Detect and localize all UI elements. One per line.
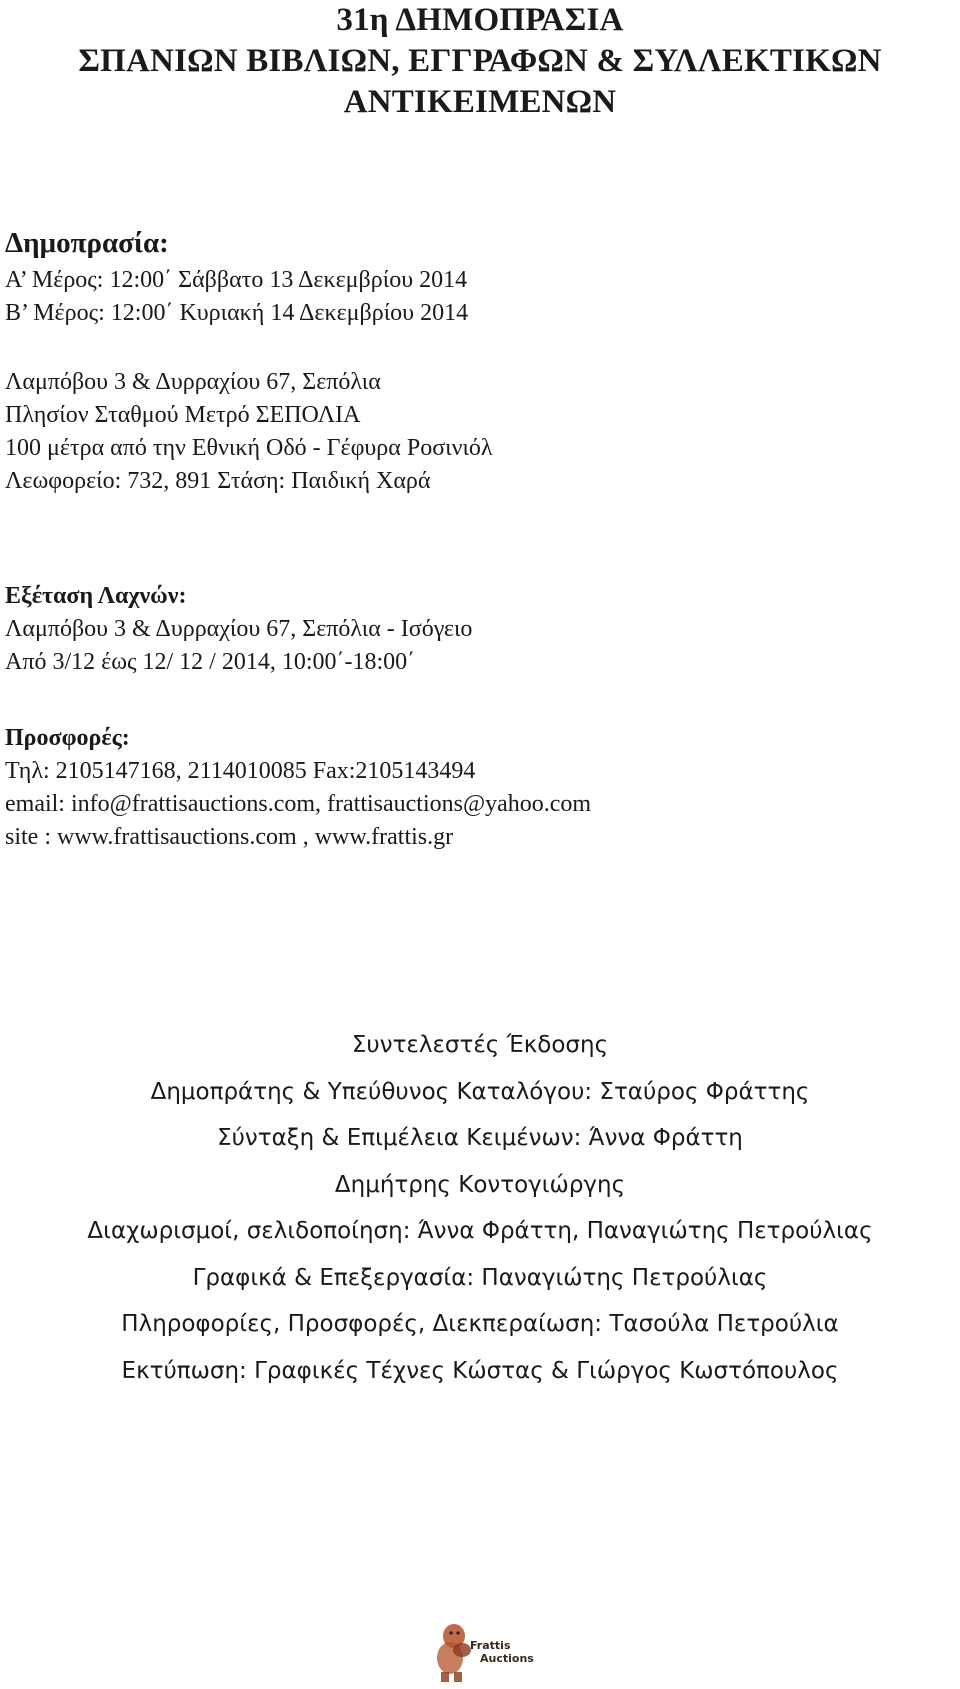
offers-phone: Τηλ: 2105147168, 2114010085 Fax:2105143494: [5, 758, 476, 784]
credits-info: Πληροφορίες, Προσφορές, Διεκπεραίωση: Τασούλα Πετρούλια: [121, 1311, 839, 1337]
location-metro: Πλησίον Σταθμού Μετρό ΣΕΠΟΛΙΑ: [5, 402, 361, 428]
title-line-3: ΑΝΤΙΚΕΙΜΕΝΩΝ: [343, 84, 617, 120]
credits-editor-2: Δημήτρης Κοντογιώργης: [334, 1171, 626, 1198]
publication-credits: [0, 1022, 960, 1394]
logo-graphic: [432, 1618, 544, 1684]
logo-text-2: Auctions: [480, 1652, 534, 1665]
inspection-heading: Εξέταση Λαχνών:: [5, 583, 187, 609]
auction-heading: Δημοπρασία:: [5, 227, 169, 259]
offers-contact: [5, 755, 591, 854]
location-landmark: 100 μέτρα από την Εθνική Οδό - Γέφυρα Ροσινιόλ: [5, 435, 493, 461]
credits-layout: Διαχωρισμοί, σελιδοποίηση: Άννα Φράττη, Παναγιώτης Πετρούλιας: [87, 1218, 873, 1244]
offers-email[interactable]: email: info@frattisauctions.com, frattisauctions@yahoo.com: [5, 791, 592, 817]
catalog-title: [0, 0, 960, 123]
credits-editing: Σύνταξη & Επιμέλεια Κειμένων: Άννα Φράττη: [217, 1125, 743, 1151]
inspection-address: Λαμπόβου 3 & Δυρραχίου 67, Σεπόλια - Ισόγειο: [5, 616, 473, 642]
credits-printing: Εκτύπωση: Γραφικές Τέχνες Κώστας & Γιώργος Κωστόπουλος: [121, 1357, 839, 1384]
title-line-1: 31η ΔΗΜΟΠΡΑΣΙΑ: [336, 2, 624, 38]
location-address: Λαμπόβου 3 & Δυρραχίου 67, Σεπόλια: [5, 369, 381, 395]
credits-auctioneer: Δημοπράτης & Υπεύθυνος Καταλόγου: Σταύρος Φράττης: [150, 1078, 810, 1105]
inspection-info: [5, 613, 472, 679]
offers-site[interactable]: site : www.frattisauctions.com , www.frattis.gr: [5, 824, 454, 850]
auction-part-b: Β’ Μέρος: 12:00΄ Κυριακή 14 Δεκεμβρίου 2014: [5, 300, 469, 326]
logo-text-1: Frattis: [470, 1639, 511, 1652]
title-line-2: ΣΠΑΝΙΩΝ ΒΙΒΛΙΩΝ, ΕΓΓΡΑΦΩΝ & ΣΥΛΛΕΚΤΙΚΩΝ: [78, 43, 882, 79]
frattis-auctions-logo: [432, 1618, 544, 1684]
credits-heading: Συντελεστές Έκδοσης: [351, 1032, 609, 1058]
auction-dates: [5, 264, 468, 330]
offers-heading: Προσφορές:: [5, 725, 130, 751]
credits-graphics: Γραφικά & Επεξεργασία: Παναγιώτης Πετρούλιας: [192, 1264, 768, 1291]
inspection-hours: Από 3/12 έως 12/ 12 / 2014, 10:00΄-18:00΄: [5, 649, 416, 675]
auction-part-a: Α’ Μέρος: 12:00΄ Σάββατο 13 Δεκεμβρίου 2014: [5, 267, 468, 293]
location-bus: Λεωφορείο: 732, 891 Στάση: Παιδική Χαρά: [5, 468, 431, 494]
location-info: [5, 366, 493, 498]
